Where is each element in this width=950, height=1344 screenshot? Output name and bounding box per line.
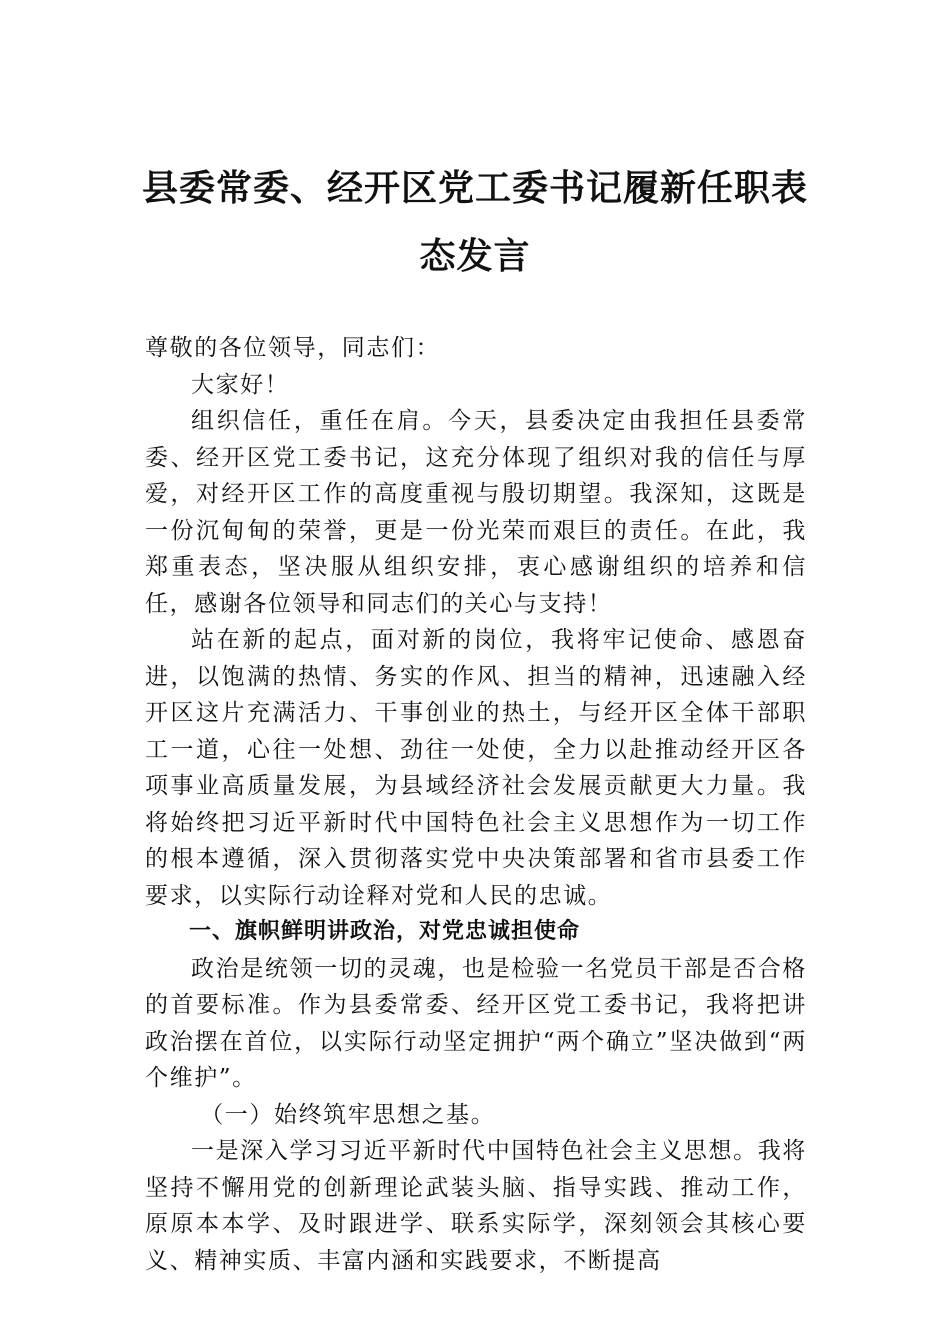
- paragraph: 站在新的起点，面对新的岗位，我将牢记使命、感恩奋进，以饱满的热情、务实的作风、担当的精神，迅速融入经开区这片充满活力、干事创业的热土，与经开区全体干部职工一道，心往一处想、劲往一处使，全力以赴推动经开区各项事业高质量发展，为县域经济社会发展贡献更大力量。我将始终把习近平新时代中国特色社会主义思想作为一切工作的根本遵循，深入贯彻落实党中央决策部署和省市县委工作要求，以实际行动诠释对党和人民的忠诚。: [145, 627, 807, 909]
- greeting: 大家好！: [191, 371, 290, 398]
- subsection-heading: （一）始终筑牢思想之基。: [200, 1101, 496, 1128]
- salutation: 尊敬的各位领导，同志们：: [145, 335, 441, 361]
- paragraph: 组织信任，重任在肩。今天，县委决定由我担任县委常委、经开区党工委书记，这充分体现了组织对我的信任与厚爱，对经开区工作的高度重视与殷切期望。我深知，这既是一份沉甸甸的荣誉，更是一份光荣而艰巨的责任。在此，我郑重表态，坚决服从组织安排，衷心感谢组织的培养和信任，感谢各位领导和同志们的关心与支持！: [145, 408, 807, 617]
- document-title-line-2: 态发言: [419, 235, 531, 277]
- section-heading: 一、旗帜鲜明讲政治，对党忠诚担使命: [189, 919, 581, 944]
- document-body: [145, 330, 807, 1279]
- paragraph: 政治是统领一切的灵魂，也是检验一名党员干部是否合格的首要标准。作为县委常委、经开区党工委书记，我将把讲政治摆在首位，以实际行动坚定拥护“两个确立”坚决做到“两个维护”。: [145, 955, 807, 1091]
- paragraph: 一是深入学习习近平新时代中国特色社会主义思想。我将坚持不懈用党的创新理论武装头脑、指导实践、推动工作，原原本本学、及时跟进学、联系实际学，深刻领会其核心要义、精神实质、丰富内涵和实践要求，不断提高: [145, 1138, 807, 1274]
- document-title-line-1: 县委常委、经开区党工委书记履新任职表: [141, 167, 808, 209]
